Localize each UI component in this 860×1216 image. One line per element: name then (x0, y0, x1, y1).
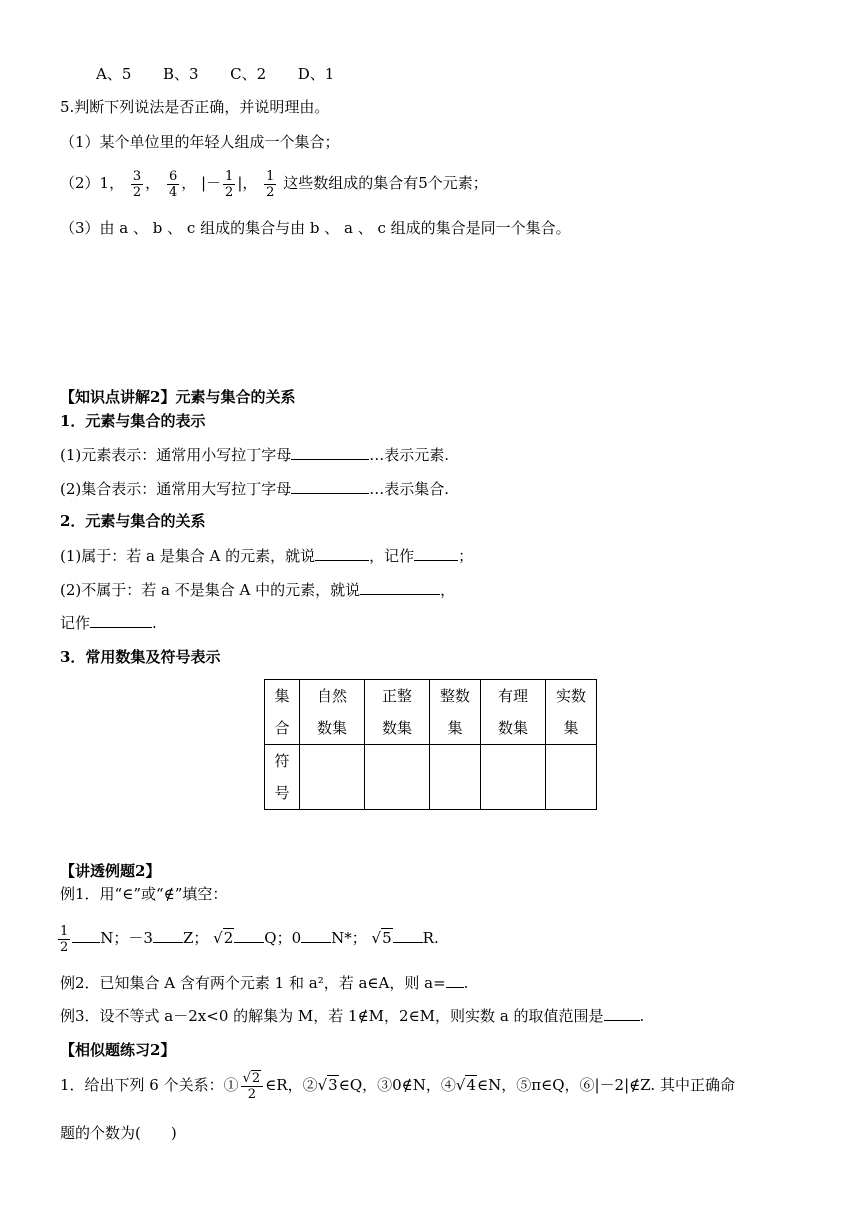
fill-blank (90, 612, 152, 628)
example-2: 例2．已知集合 A 含有两个元素 1 和 a²，若 a∈A，则 a= . (60, 974, 469, 992)
fill-blank (446, 972, 464, 988)
fill-blank (414, 545, 458, 561)
fraction: $\frac{1}{2}$ (266, 168, 275, 200)
table-row-label: 符 号 (265, 745, 300, 810)
fill-blank (291, 444, 369, 460)
q5-title: 5.判断下列说法是否正确，并说明理由。 (60, 98, 330, 116)
subheading-2: 2．元素与集合的关系 (60, 512, 206, 530)
sqrt: √4 (455, 1076, 477, 1094)
fraction: $\frac{3}{2}$ (132, 168, 142, 200)
sqrt: √2 (213, 929, 234, 947)
not-belong-notation-line: 记作 . (60, 614, 157, 632)
example-3: 例3．设不等式 a－2x<0 的解集为 M，若 1∉M，2∈M，则实数 a 的取值范围是 . (60, 1007, 645, 1025)
fraction: $\frac{1}{2}$ (225, 168, 234, 200)
table-cell (430, 745, 481, 810)
table-header-cell: 整数 集 (430, 680, 481, 745)
table-header-cell: 实数 集 (546, 680, 597, 745)
fill-blank (360, 579, 440, 595)
table-row (265, 745, 597, 810)
table-header-cell: 正整 数集 (365, 680, 430, 745)
practice-q1-line2: 题的个数为( ) (60, 1124, 177, 1142)
fraction: $\frac{√2}{2}$ (241, 1071, 264, 1102)
fill-blank (604, 1005, 640, 1021)
not-belong-line: (2)不属于：若 a 不是集合 A 中的元素，就说 ， (60, 581, 456, 599)
q5-item2: （2）1， $\frac{3}{2}$ ， $\frac{6}{4}$ ， |－ $\frac{1}{2}$ |， $\frac{1}{2}$ 这些数组成的集合有5个元素； (60, 168, 488, 200)
set-notation-line: (2)集合表示：通常用大写拉丁字母 …表示集合. (60, 480, 450, 498)
examples-heading: 【讲透例题2】 (60, 862, 161, 880)
fill-blank (393, 927, 423, 943)
table-header-row (265, 680, 597, 745)
fill-blank (301, 927, 331, 943)
fill-blank (153, 927, 183, 943)
subheading-3: 3．常用数集及符号表示 (60, 648, 221, 666)
table-header-cell: 集 合 (265, 680, 300, 745)
option-b: B、3 (162, 65, 199, 83)
table-cell (546, 745, 597, 810)
option-d: D、1 (297, 65, 335, 83)
q5-item1: （1）某个单位里的年轻人组成一个集合； (60, 133, 340, 151)
practice-heading: 【相似题练习2】 (60, 1041, 176, 1059)
option-a: A、5 (96, 65, 132, 83)
table-header-cell: 有理 数集 (481, 680, 546, 745)
subheading-1: 1．元素与集合的表示 (60, 412, 206, 430)
fraction: $\frac{1}{2}$ (60, 923, 69, 955)
sqrt: √5 (371, 929, 392, 947)
fraction: $\frac{6}{4}$ (168, 168, 178, 200)
section-heading: 【知识点讲解2】元素与集合的关系 (60, 388, 296, 406)
fill-blank (291, 478, 369, 494)
table-cell (481, 745, 546, 810)
belong-line: (1)属于：若 a 是集合 A 的元素，就说 ，记作 ； (60, 547, 474, 565)
fill-blank (234, 927, 264, 943)
fill-blank (72, 927, 100, 943)
practice-q1: 1．给出下列 6 个关系：① $\frac{√2}{2}$ ∈R，②√3∈Q，③0∉N，④√4∈N，⑤π∈Q，⑥|－2|∉Z. 其中正确命 (60, 1063, 735, 1107)
option-c: C、2 (230, 65, 267, 83)
table-cell (365, 745, 430, 810)
number-set-table (264, 679, 597, 810)
table-cell (300, 745, 365, 810)
q5-item3: （3）由 a 、 b 、 c 组成的集合与由 b 、 a 、 c 组成的集合是同一个集合。 (60, 219, 571, 237)
example-1-body: $\frac{1}{2}$ N；－3 Z； √2 Q；0 N*； √5 R. (56, 918, 439, 958)
fill-blank (315, 545, 369, 561)
table-header-cell: 自然 数集 (300, 680, 365, 745)
q4-options (96, 63, 334, 85)
sqrt: √3 (317, 1076, 338, 1094)
element-notation-line: (1)元素表示：通常用小写拉丁字母 …表示元素. (60, 446, 450, 464)
example-1-title: 例1．用“∈”或“∉”填空： (60, 885, 228, 903)
